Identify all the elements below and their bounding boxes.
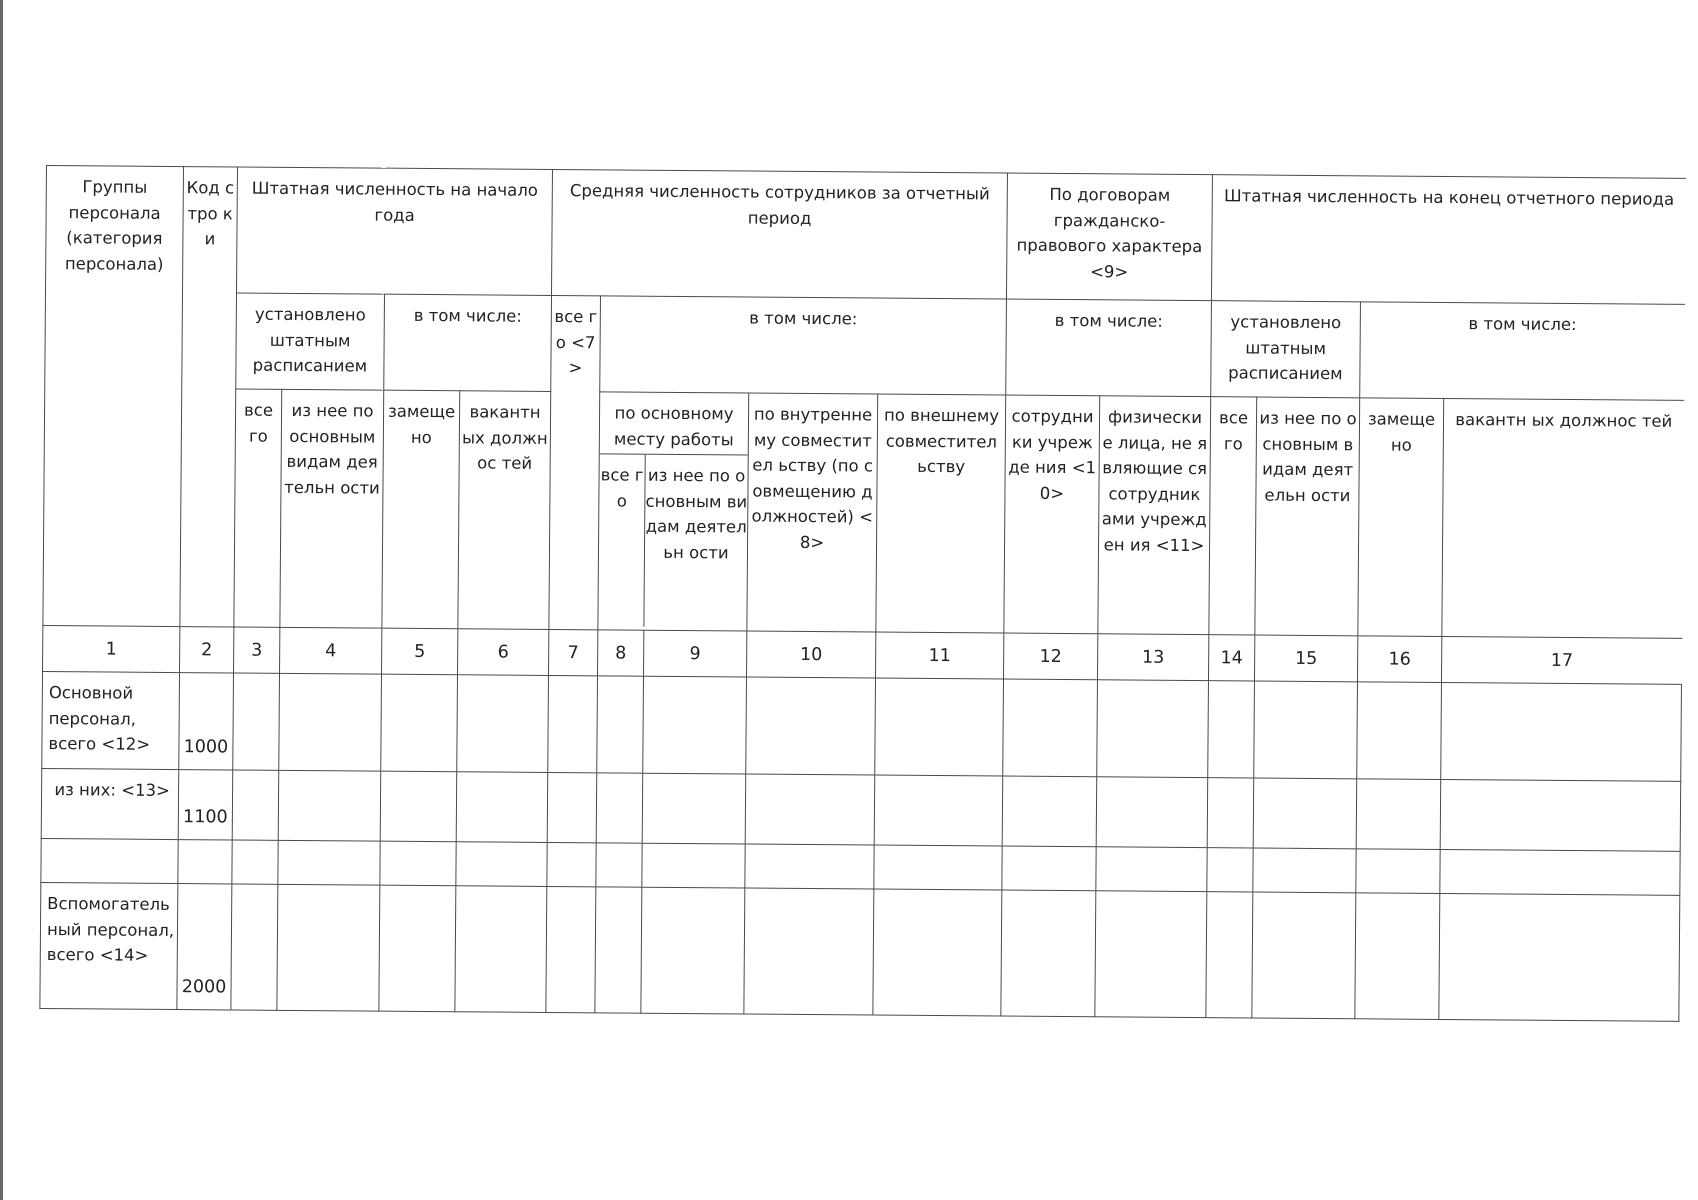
table-row-main-staff — [42, 672, 1682, 782]
header-total-end: все го — [1209, 397, 1257, 635]
col-number: 12 — [1003, 633, 1097, 680]
data-cell[interactable] — [1441, 683, 1682, 782]
data-cell[interactable] — [1095, 891, 1207, 1018]
row-code: 1100 — [178, 770, 233, 840]
data-cell[interactable] — [1002, 776, 1097, 847]
header-main-place-group — [598, 392, 749, 631]
data-cell[interactable] — [1096, 777, 1208, 848]
col-number: 5 — [382, 628, 458, 675]
data-cell[interactable] — [279, 673, 382, 771]
data-cell[interactable] — [745, 844, 874, 889]
col-number: 2 — [180, 627, 234, 674]
data-cell[interactable] — [746, 677, 876, 775]
col-number: 13 — [1097, 634, 1208, 681]
data-cell[interactable] — [642, 843, 745, 888]
header-including-end: в том числе: — [1360, 302, 1685, 401]
col-number: 1 — [43, 625, 180, 672]
data-cell[interactable] — [595, 887, 642, 1013]
data-cell[interactable] — [874, 845, 1002, 890]
row-label — [41, 839, 178, 884]
header-filled-end: замеще но — [1358, 398, 1444, 637]
row-label: Вспомогатель ный персонал, всего <14> — [40, 883, 178, 1010]
header-established-end: установлено штатным расписанием — [1211, 301, 1361, 398]
data-cell[interactable] — [1439, 894, 1680, 1022]
data-cell[interactable] — [1356, 779, 1441, 850]
header-staff-start: Штатная численность на начало года — [237, 167, 553, 295]
header-staff-end: Штатная численность на конец отчетного периода — [1211, 175, 1685, 305]
col-number: 6 — [458, 629, 549, 676]
data-cell[interactable] — [1001, 890, 1096, 1017]
data-cell[interactable] — [1254, 681, 1358, 779]
data-cell[interactable] — [643, 676, 747, 774]
data-cell[interactable] — [1207, 848, 1253, 892]
data-cell[interactable] — [1253, 848, 1356, 893]
data-cell[interactable] — [232, 840, 278, 884]
data-cell[interactable] — [1206, 892, 1253, 1018]
data-cell[interactable] — [380, 841, 456, 886]
header-group: Группы персонала (категория персонала) — [43, 166, 184, 627]
data-cell[interactable] — [642, 773, 746, 844]
header-total-start: все го — [234, 389, 282, 627]
col-number: 17 — [1441, 636, 1681, 684]
data-cell[interactable] — [1002, 846, 1096, 891]
data-cell[interactable] — [546, 887, 596, 1013]
data-cell[interactable] — [233, 673, 280, 770]
header-code: Код стро ки — [180, 167, 238, 627]
header-main-activity-end: из нее по основным видам деятельн ости — [1255, 397, 1360, 636]
data-cell[interactable] — [1440, 780, 1681, 852]
col-number: 10 — [746, 631, 875, 678]
data-cell[interactable] — [744, 888, 874, 1015]
data-cell[interactable] — [874, 775, 1003, 846]
data-cell[interactable] — [1097, 680, 1209, 778]
row-label: Основной персонал, всего <12> — [42, 672, 180, 770]
data-cell[interactable] — [1252, 892, 1356, 1019]
header-external-combination: по внешнему совместител ьству — [876, 394, 1006, 633]
data-cell[interactable] — [277, 884, 380, 1011]
data-cell[interactable] — [745, 774, 875, 845]
data-cell[interactable] — [380, 771, 457, 842]
data-cell[interactable] — [1440, 850, 1680, 896]
header-including-civil: в том числе: — [1006, 299, 1212, 397]
data-cell[interactable] — [597, 676, 644, 773]
col-number: 11 — [875, 632, 1003, 679]
data-cell[interactable] — [1355, 893, 1440, 1020]
data-cell[interactable] — [1253, 778, 1357, 849]
data-cell[interactable] — [278, 770, 381, 841]
header-total-main-place: все го — [598, 454, 645, 626]
data-cell[interactable] — [1357, 682, 1442, 780]
row-code: 2000 — [177, 884, 232, 1010]
data-cell[interactable] — [1356, 849, 1440, 894]
data-cell[interactable] — [457, 675, 549, 773]
data-cell[interactable] — [231, 884, 278, 1010]
data-cell[interactable] — [547, 843, 596, 887]
header-main-place: по основному месту работы — [600, 392, 748, 455]
header-internal-combination: по внутреннему совместител ьству (по совмещению должностей) <8> — [747, 393, 878, 632]
col-number: 7 — [549, 629, 598, 676]
header-including-avg: в том числе: — [600, 296, 1007, 395]
header-total-avg: все го <7> — [549, 295, 601, 629]
data-cell[interactable] — [456, 772, 548, 843]
header-vacant-start: вакантн ых должнос тей — [458, 391, 551, 630]
col-number: 3 — [234, 627, 280, 673]
header-vacant-end: вакантн ых должнос тей — [1442, 398, 1684, 638]
scan-edge — [0, 0, 3, 1200]
data-cell[interactable] — [232, 770, 279, 840]
header-civil-contracts: По договорам гражданско-правового характера <9> — [1006, 173, 1212, 301]
data-cell[interactable] — [548, 676, 598, 773]
col-number: 14 — [1208, 635, 1254, 681]
data-cell[interactable] — [641, 887, 745, 1014]
header-established-start: установлено штатным расписанием — [236, 293, 385, 390]
row-code — [178, 840, 232, 884]
col-number: 15 — [1254, 635, 1357, 682]
data-cell[interactable] — [1208, 681, 1255, 778]
col-number: 8 — [598, 630, 644, 676]
header-main-activity-avg: из нее по основным видам деятельн ости — [645, 465, 748, 563]
data-cell[interactable] — [547, 773, 597, 843]
data-cell[interactable] — [455, 886, 547, 1013]
data-cell[interactable] — [596, 843, 642, 887]
row-code: 1000 — [179, 673, 234, 770]
table-row-auxiliary-staff — [40, 883, 1680, 1022]
data-cell[interactable] — [1003, 679, 1098, 777]
data-cell[interactable] — [596, 773, 643, 843]
header-individuals: физически е лица, не являющие ся сотрудник ами учрежден ия <11> — [1098, 396, 1211, 635]
header-main-activity-start: из нее по основным видам деятельн ости — [280, 389, 384, 628]
col-number: 4 — [280, 627, 382, 674]
data-cell[interactable] — [873, 889, 1002, 1016]
header-including-start: в том числе: — [384, 294, 552, 391]
header-average: Средняя численность сотрудников за отчетный период — [551, 169, 1007, 299]
col-number: 9 — [644, 630, 747, 677]
data-cell[interactable] — [1207, 778, 1254, 848]
data-cell[interactable] — [381, 674, 458, 772]
header-filled-start: замеще но — [382, 390, 460, 629]
data-cell[interactable] — [379, 885, 456, 1012]
header-institution-employees: сотрудни ки учрежде ния <10> — [1004, 395, 1100, 634]
table-row-of-which — [41, 769, 1681, 852]
data-cell[interactable] — [1096, 847, 1207, 892]
data-cell[interactable] — [456, 842, 547, 887]
col-number: 16 — [1357, 636, 1441, 683]
row-label: из них: <13> — [41, 769, 179, 840]
data-cell[interactable] — [875, 678, 1004, 776]
data-cell[interactable] — [278, 840, 380, 885]
staffing-table — [39, 165, 1686, 1022]
